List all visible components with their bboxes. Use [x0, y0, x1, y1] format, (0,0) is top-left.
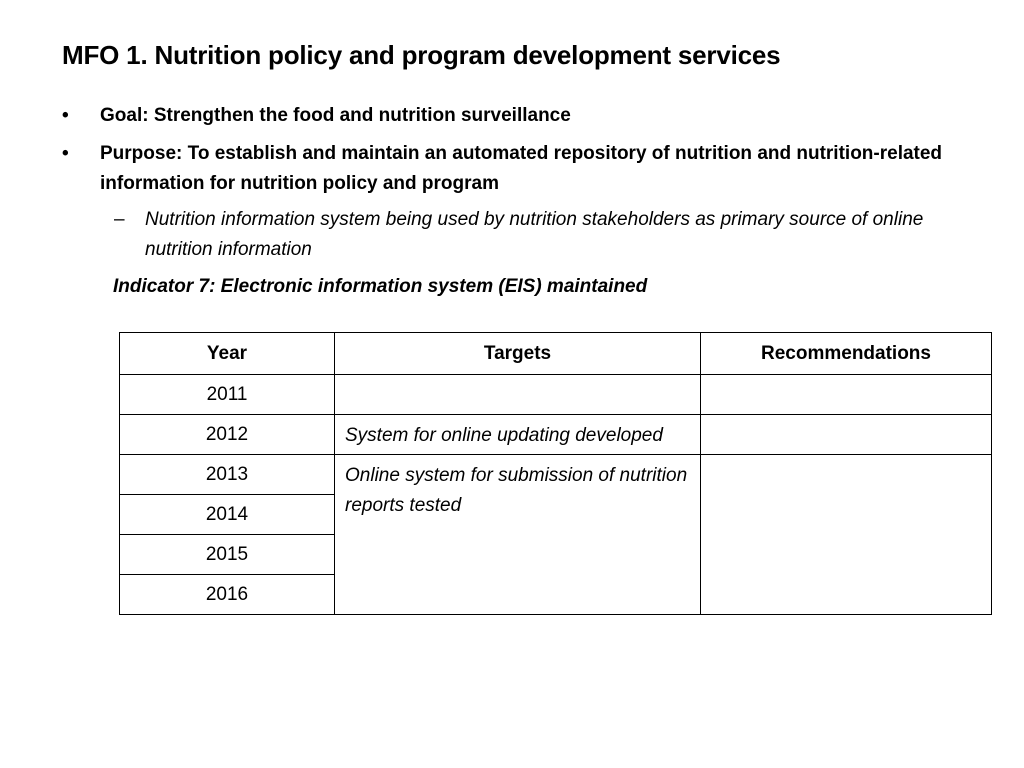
sub-bullet — [62, 205, 962, 265]
bullet-marker: • — [62, 143, 69, 164]
bullet-text: Purpose: To establish and maintain an automated repository of nutrition and nutrition-related information for nutrition policy and program — [100, 143, 943, 194]
bullet-marker: • — [62, 105, 69, 126]
header-recommendations: Recommendations — [701, 333, 992, 375]
table-header-row — [120, 333, 992, 375]
bullet-goal — [62, 101, 962, 131]
year-cell: 2012 — [120, 415, 335, 455]
recommendation-cell — [701, 455, 992, 615]
year-cell: 2011 — [120, 375, 335, 415]
year-cell: 2015 — [120, 535, 335, 575]
table-row — [120, 375, 992, 415]
header-year: Year — [120, 333, 335, 375]
sub-bullet-marker: – — [114, 209, 125, 230]
bullet-list — [62, 101, 962, 265]
sub-bullet-text: Nutrition information system being used by nutrition stakeholders as primary source of online nutrition information — [145, 209, 924, 260]
bullet-purpose — [62, 139, 962, 199]
indicator-label: Indicator 7: Electronic information system (EIS) maintained — [113, 276, 648, 297]
table-row — [120, 415, 992, 455]
year-cell: 2016 — [120, 575, 335, 615]
header-targets: Targets — [335, 333, 701, 375]
targets-table — [119, 332, 992, 615]
recommendation-cell — [701, 415, 992, 455]
bullet-text: Goal: Strengthen the food and nutrition surveillance — [100, 105, 571, 126]
slide-title: MFO 1. Nutrition policy and program development services — [62, 40, 781, 70]
year-cell: 2013 — [120, 455, 335, 495]
target-cell: System for online updating developed — [335, 415, 701, 455]
year-cell: 2014 — [120, 495, 335, 535]
target-cell: Online system for submission of nutrition reports tested — [335, 455, 701, 615]
target-cell — [335, 375, 701, 415]
recommendation-cell — [701, 375, 992, 415]
table-row — [120, 455, 992, 495]
